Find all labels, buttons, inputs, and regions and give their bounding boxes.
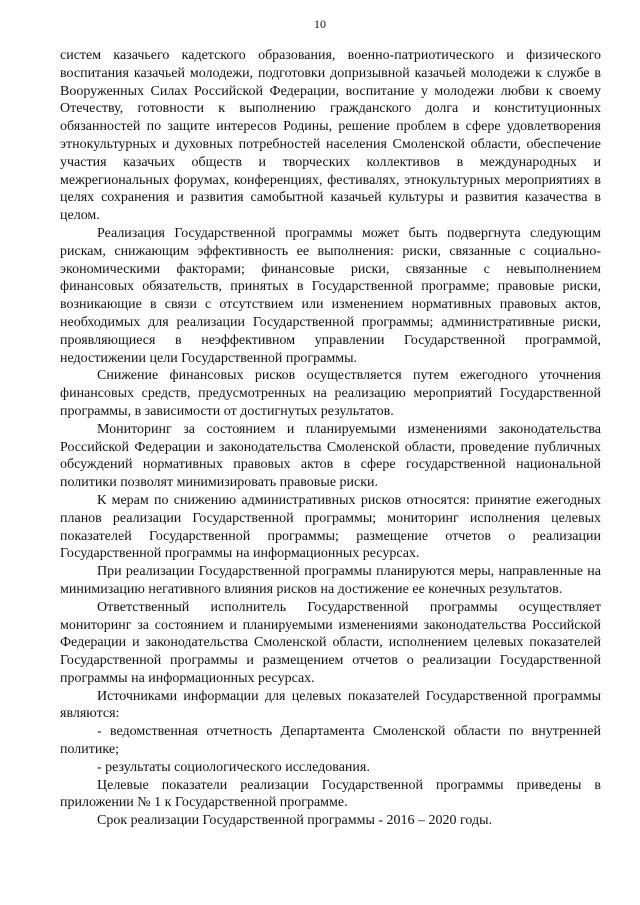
paragraph-financial-risks: Снижение финансовых рисков осуществляется путем ежегодного уточнения финансовых средств, предусмотренных на реализацию мероприятий Государственной программы, в зависимости от достигнутых результатов. [60,368,601,419]
paragraph-legal-monitoring: Мониторинг за состоянием и планируемыми изменениями законодательства Российской Федерации и законодательства Смоленской области, проведение публичных обсуждений нормативных правовых актов в сфере государственной национальной политики позволят минимизировать правовые риски. [60,421,601,491]
document-body [60,47,601,830]
paragraph-administrative-risks: К мерам по снижению административных рисков относятся: принятие ежегодных планов реализации Государственной программы; мониторинг исполнения целевых показателей Государственной программы; размещение отчетов о реализации Государственной программы на информационных ресурсах. [60,492,601,562]
paragraph-implementation-period: Срок реализации Государственной программы - 2016 – 2020 годы. [97,813,493,829]
paragraph-risks: Реализация Государственной программы может быть подвергнута следующим рискам, снижающим эффективность ее выполнения: риски, связанные с социально-экономическими факторами; финансовые риски, связанные с невыполнением финансовых обязательств, принятых в Государственной программе; правовые риски, возникающие в связи с отсутствием или изменением нормативных правовых актов, необходимых для реализации Государственной программы; административные риски, проявляющиеся в неэффективном управлении Государственной программой, недостижении цели Государственной программы. [60,225,601,366]
paragraph-responsible-executor: Ответственный исполнитель Государственной программы осуществляет мониторинг за состоянием и планируемыми изменениями законодательства Российской Федерации и законодательства Смоленской области, исполнением целевых показателей Государственной программы и размещением отчетов о реализации Государственной программы на информационных ресурсах. [60,599,601,686]
paragraph-info-sources: Источниками информации для целевых показателей Государственной программы являются: [60,688,601,722]
paragraph-target-indicators: Целевые показатели реализации Государственной программы приведены в приложении № 1 к Государственной программе. [60,777,601,811]
list-item-sociological-research: - результаты социологического исследования. [97,759,370,775]
paragraph-measures: При реализации Государственной программы планируются меры, направленные на минимизацию негативного влияния рисков на достижение ее конечных результатов. [60,564,601,597]
list-item-departmental-reporting: - ведомственная отчетность Департамента Смоленской области по внутренней политике; [60,724,601,758]
page-number: 10 [314,17,326,31]
paragraph-continued: систем казачьего кадетского образования, военно-патриотического и физического воспитания казачьей молодежи, подготовки допризывной казачьей молодежи к службе в Вооруженных Силах Российской Федерации, воспитание у молодежи любви к своему Отечеству, готовности к выполнению гражданского долга и конституционных обязанностей по защите интересов Родины, решение проблем в сфере удовлетворения этнокультурных и духовных потребностей населения Смоленской области, обеспечение участия казачьих обществ и творческих коллективов в международных и межрегиональных форумах, конференциях, фестивалях, этнокультурных мероприятиях в целях сохранения и развития самобытной казачьей культуры и развития казачества в целом. [60,48,601,224]
